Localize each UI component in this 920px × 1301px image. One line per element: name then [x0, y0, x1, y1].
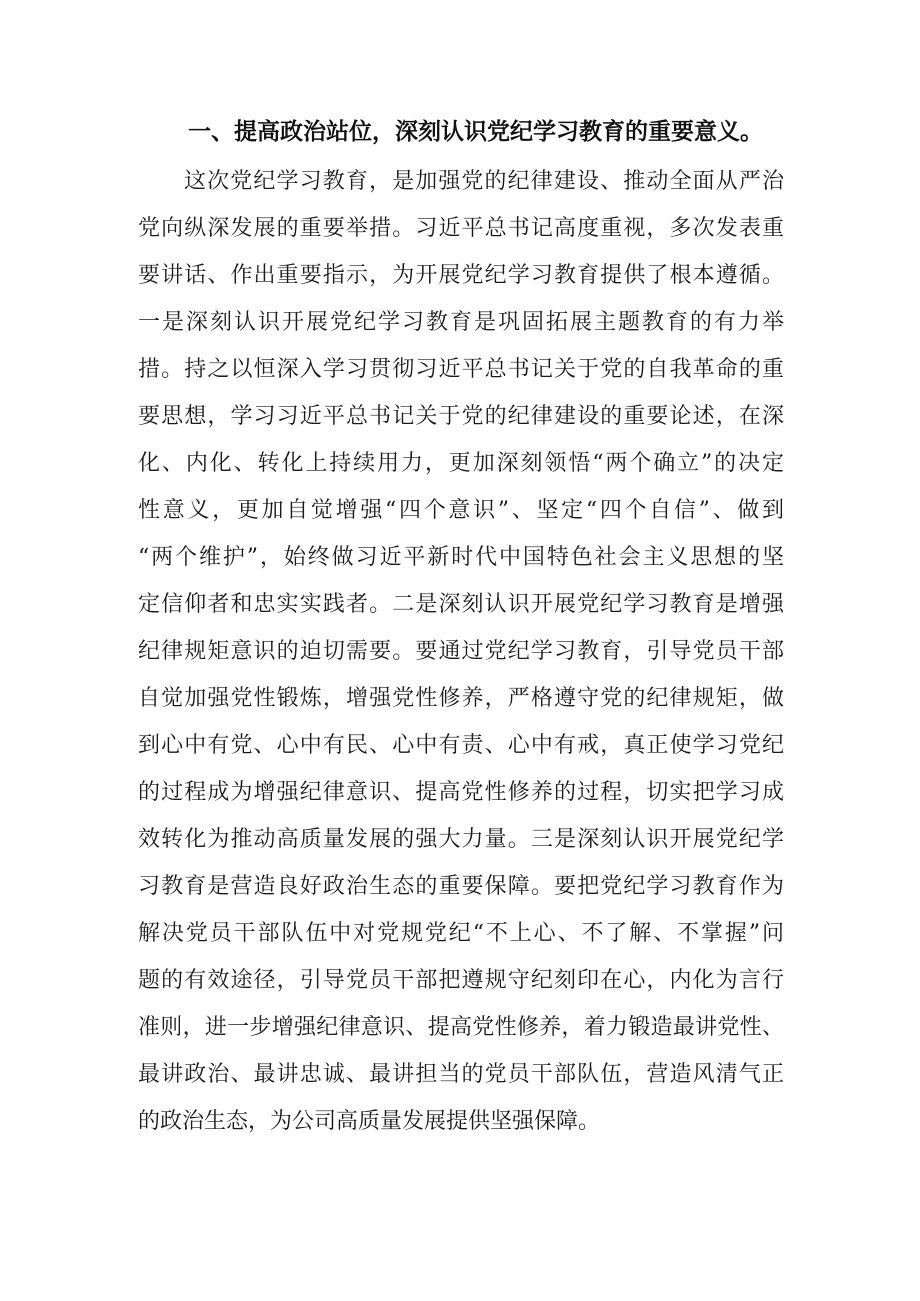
- paragraph-line: 措。持之以恒深入学习贯彻习近平总书记关于党的自我革命的重: [138, 357, 784, 382]
- paragraph-line: 一是深刻认识开展党纪学习教育是巩固拓展主题教育的有力举: [138, 310, 784, 335]
- paragraph-line: 这次党纪学习教育，是加强党的纪律建设、推动全面从严治: [184, 169, 784, 194]
- paragraph-line: 性意义，更加自觉增强“四个意识”、坚定“四个自信”、做到: [138, 498, 784, 523]
- paragraph-line: 定信仰者和忠实实践者。二是深刻认识开展党纪学习教育是增强: [138, 592, 784, 617]
- paragraph-line: 要思想，学习习近平总书记关于党的纪律建设的重要论述，在深: [138, 404, 784, 429]
- paragraph-line: 到心中有党、心中有民、心中有责、心中有戒，真正使学习党纪: [138, 733, 784, 758]
- paragraph-line: 题的有效途径，引导党员干部把遵规守纪刻印在心，内化为言行: [138, 968, 784, 993]
- paragraph-line: 的过程成为增强纪律意识、提高党性修养的过程，切实把学习成: [138, 780, 784, 805]
- paragraph-line: 要讲话、作出重要指示，为开展党纪学习教育提供了根本遵循。: [138, 263, 784, 288]
- section-heading: 一、提高政治站位，深刻认识党纪学习教育的重要意义。: [188, 119, 763, 145]
- paragraph-line: 习教育是营造良好政治生态的重要保障。要把党纪学习教育作为: [138, 874, 784, 899]
- paragraph-line: 的政治生态，为公司高质量发展提供坚强保障。: [138, 1109, 601, 1134]
- paragraph-line: 自觉加强党性锻炼，增强党性修养，严格遵守党的纪律规矩，做: [138, 686, 784, 711]
- paragraph-line: 最讲政治、最讲忠诚、最讲担当的党员干部队伍，营造风清气正: [138, 1062, 784, 1087]
- paragraph-line: 解决党员干部队伍中对党规党纪“不上心、不了解、不掌握”问: [138, 921, 784, 946]
- paragraph-line: 化、内化、转化上持续用力，更加深刻领悟“两个确立”的决定: [138, 451, 784, 476]
- paragraph-line: “两个维护”，始终做习近平新时代中国特色社会主义思想的坚: [138, 545, 784, 570]
- paragraph-line: 党向纵深发展的重要举措。习近平总书记高度重视，多次发表重: [138, 216, 784, 241]
- body-paragraph: [138, 158, 784, 1145]
- paragraph-line: 效转化为推动高质量发展的强大力量。三是深刻认识开展党纪学: [138, 827, 784, 852]
- paragraph-line: 纪律规矩意识的迫切需要。要通过党纪学习教育，引导党员干部: [138, 639, 784, 664]
- paragraph-line: 准则，进一步增强纪律意识、提高党性修养，着力锻造最讲党性、: [138, 1015, 784, 1040]
